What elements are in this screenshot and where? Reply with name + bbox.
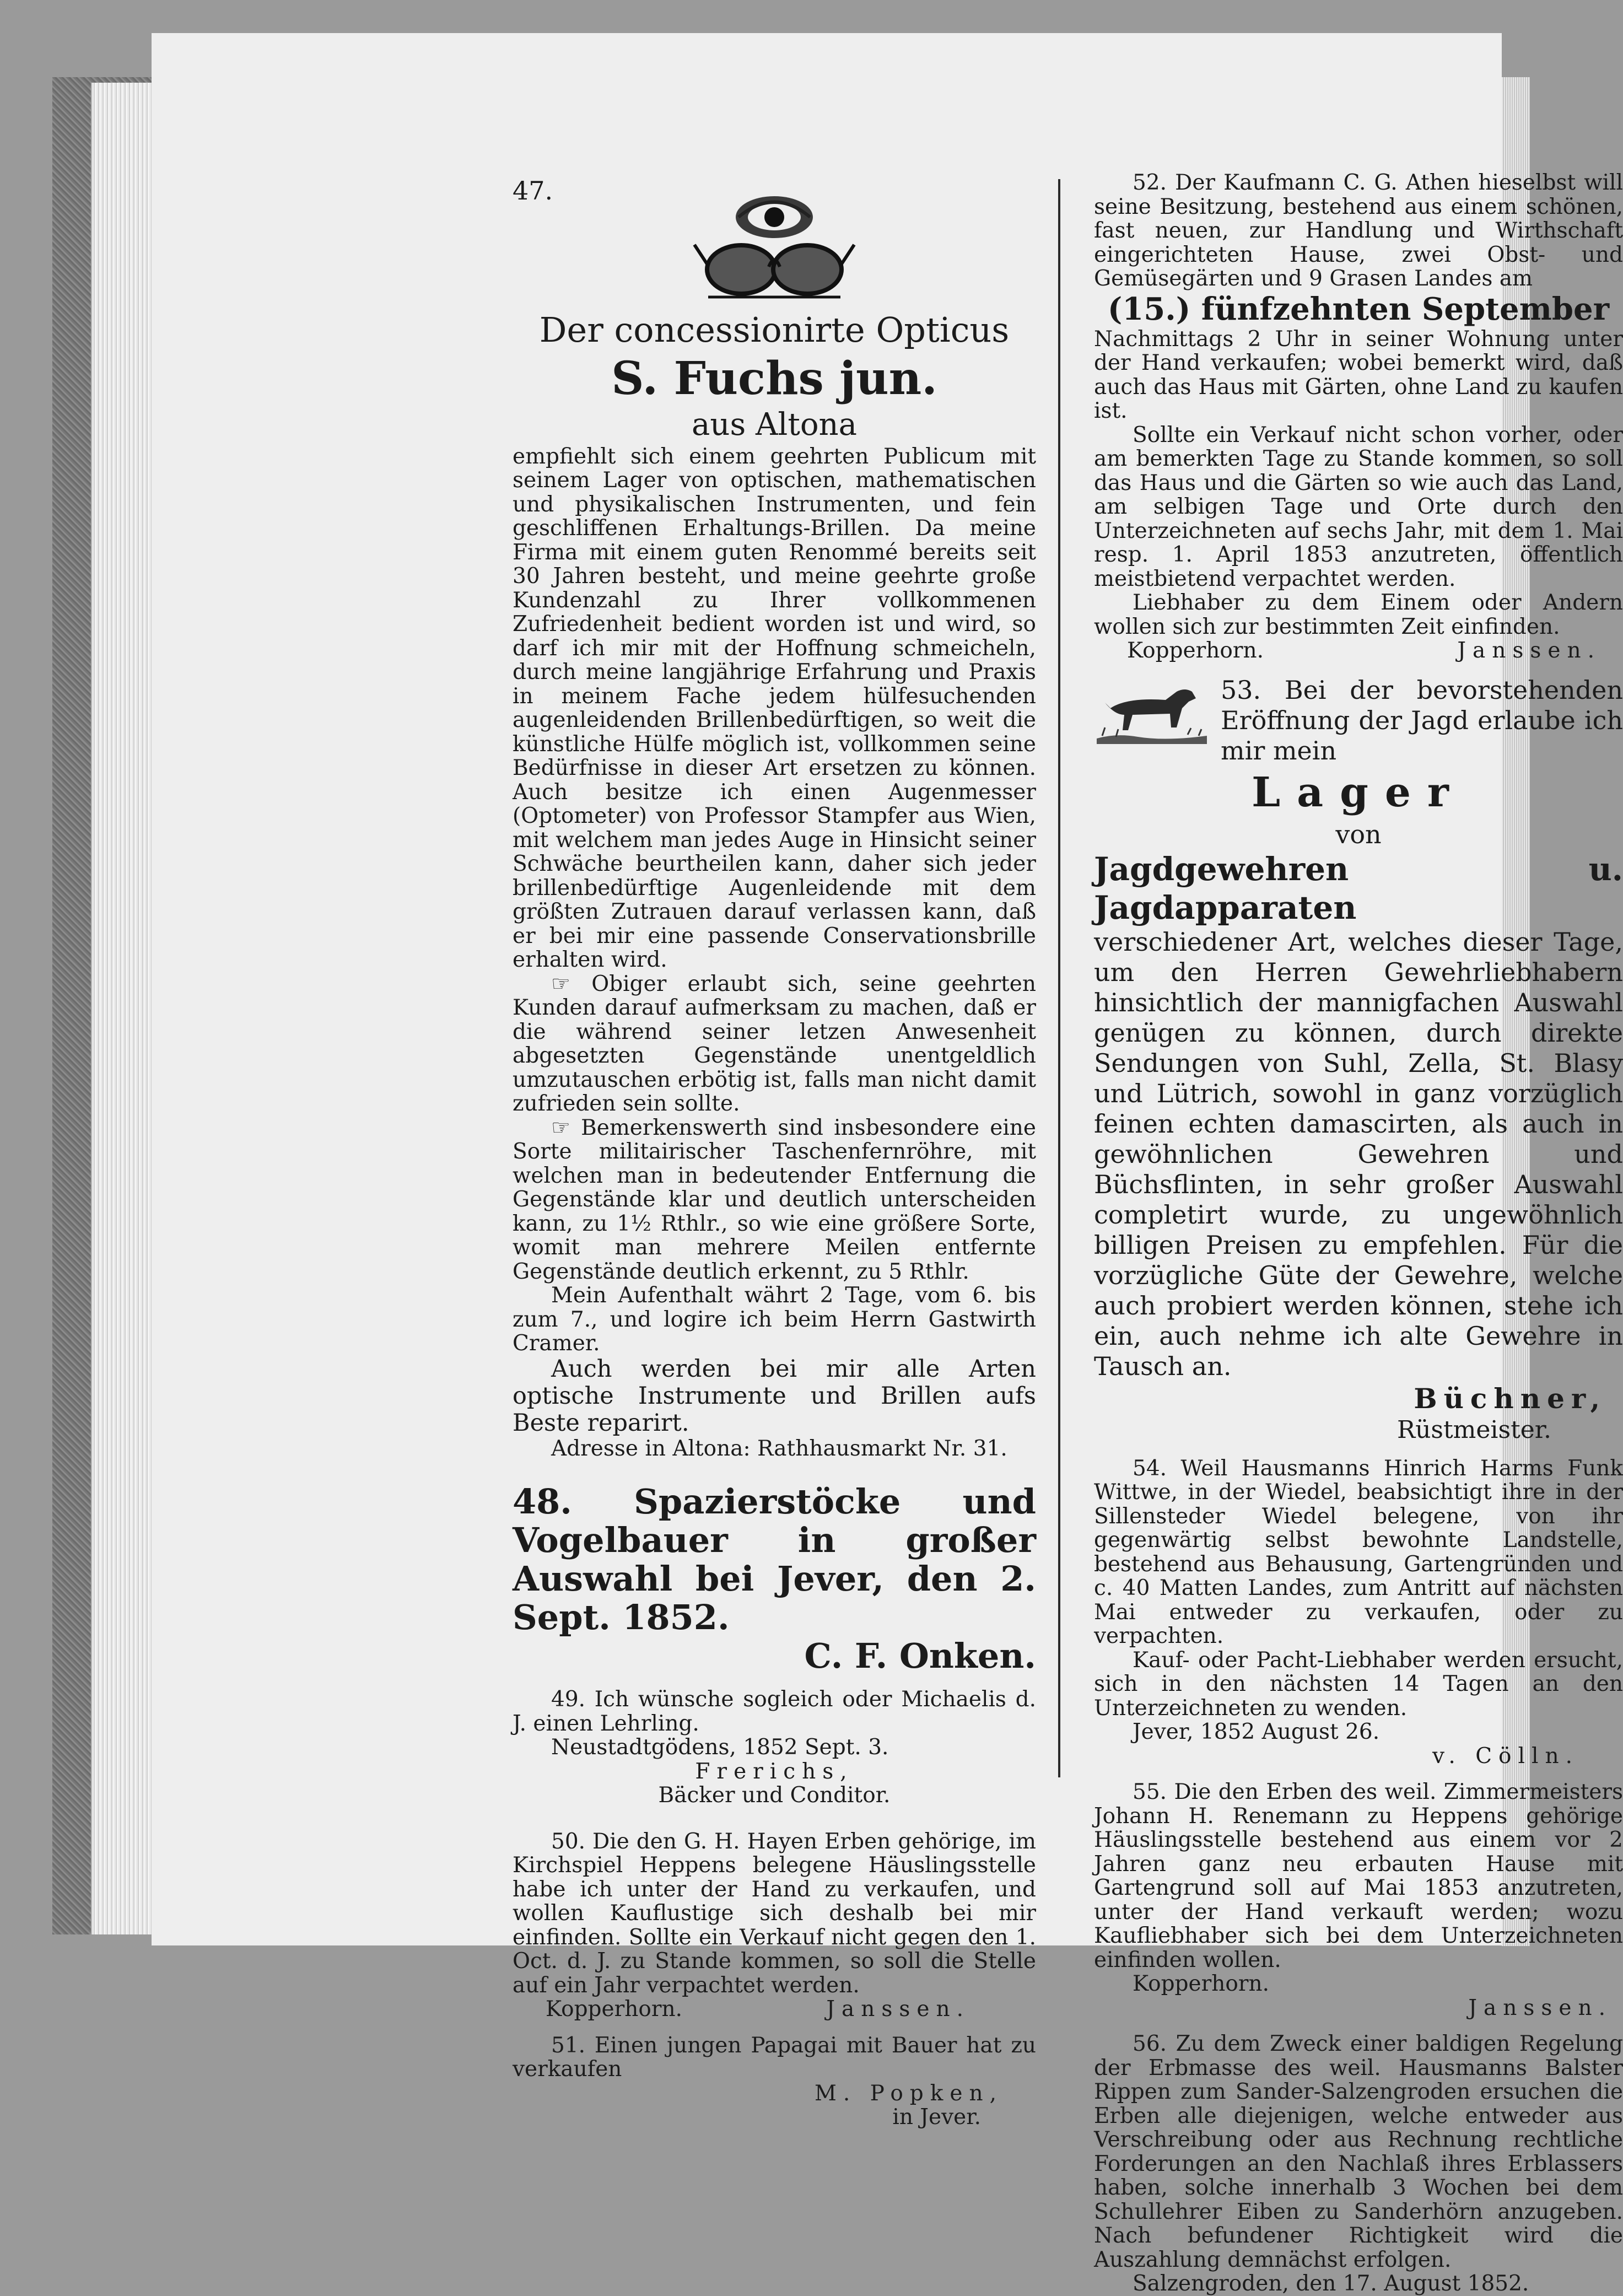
ad-54-place-date: Jever, 1852 August 26.	[1133, 1720, 1380, 1744]
ad-47-paragraph-3: ☞ Bemerkenswerth sind insbesondere eine Sorte militairischer Taschenfernröhre, mit welchen man in bedeutender Entfernung die Gegenstände klar und deutlich unterscheiden kann, zu 1½ Rthlr., so wie eine größere Sorte, womit man mehrere Meilen entfernte Gegenstände deutlich erkennt, zu 5 Rthlr.	[513, 1115, 1036, 1284]
ad-48-signature: C. F. Onken.	[804, 1636, 1036, 1676]
ad-49-profession: Bäcker und Conditor.	[658, 1783, 891, 1808]
ad-53-von: von	[1335, 819, 1382, 849]
ad-47-title-line3: aus Altona	[691, 406, 857, 443]
ad-49-place-date: Neustadtgödens, 1852 Sept. 3.	[551, 1735, 889, 1760]
ad-53-body: verschiedener Art, welches dieser Tage, um den Herren Gewehrliebhabern hinsichtlich der mannigfachen Auswahl genügen zu können, durch direkte Sendungen von Suhl, Zella, St. Blasy und Lütrich, sowohl in ganz vorzüglich feinen echten damascirten, als auch in gewöhnlichen Gewehren und Büchsflinten, in sehr großer Auswahl completirt wurde, zu ungewöhnlich billigen Preisen zu empfehlen. Für die vorzügliche Güte der Gewehre, welche auch probiert werden können, stehe ich ein, auch nehme ich alte Gewehre in Tausch an.	[1094, 926, 1623, 1381]
column-divider	[1058, 179, 1060, 1777]
ad-53-intro: 53. Bei der bevorstehenden Eröffnung der Jagd erlaube ich mir mein	[1221, 675, 1623, 766]
ad-52-name: Janssen.	[1457, 638, 1601, 663]
page-number: 47.	[513, 176, 553, 206]
ad-47-paragraph-2: ☞ Obiger erlaubt sich, seine geehrten Kunden darauf aufmerksam zu machen, daß er die während seiner letzen Anwesenheit abgesetzten Gegenstände unentgeldlich umzutauschen erbötig ist, falls man nicht damit zufrieden sein sollte.	[513, 971, 1036, 1116]
ad-50-name: Janssen.	[826, 1997, 970, 2022]
ad-53-lager: Lager	[1252, 768, 1465, 816]
ad-47-title-line2: S. Fuchs jun.	[611, 352, 937, 405]
ad-56-place-date: Salzengroden, den 17. August 1852.	[1133, 2271, 1529, 2296]
eyeglasses-eye-icon	[692, 187, 857, 303]
ad-52-text-4: Liebhaber zu dem Einem oder Andern wollen sich zur bestimmten Zeit einfinden.	[1094, 590, 1623, 639]
ad-52-text-3: Sollte ein Verkauf nicht schon vorher, oder am bemerkten Tage zu Stande kommen, so soll das Haus und die Gärten so wie auch das Land, am selbigen Tage und Orte durch den Unterzeichneten auf sechs Jahr, mit dem 1. Mai resp. 1. April 1853 anzutreten, öffentlich meistbietend verpachtet werden.	[1094, 422, 1623, 591]
ad-49-name: Frerichs,	[695, 1759, 854, 1784]
ad-48-text: 48. Spazierstöcke und Vogelbauer in großer Auswahl bei Jever, den 2. Sept. 1852.	[513, 1481, 1036, 1637]
ad-47-paragraph-1: empfiehlt sich einem geehrten Publicum mit seinem Lager von optischen, mathematischen und physikalischen Instrumenten, und fein geschliffenen Erhaltungs-Brillen. Da meine Firma mit einem guten Renommé bereits seit 30 Jahren besteht, und meine geehrte große Kundenzahl zu Ihrer vollkommenen Zufriedenheit bedient worden ist und wird, so darf ich mir mit der Hoffnung schmeicheln, durch meine langjährige Erfahrung und Praxis in meinem Fache jedem hülfesuchenden augenleidenden Brillenbedürftigen, so weit die künstliche Hülfe möglich ist, vollkommen seine Bedürfnisse in dieser Art ersetzen zu können. Auch besitze ich einen Augenmesser (Optometer) von Professor Stampfer aus Wien, mit welchem man jedes Auge in Hinsicht seiner Schwäche beurtheilen kann, daher sich jeder brillenbedürftige Augenleidende mit dem größten Zutrauen darauf verlassen kann, daß er bei mir eine passende Conservationsbrille erhalten wird.	[513, 444, 1036, 972]
hunting-dog-icon	[1094, 675, 1210, 747]
ad-52-text: 52. Der Kaufmann C. G. Athen hieselbst will seine Besitzung, bestehend aus einem schönen, fast neuen, zur Handlung und Wirthschaft eingerichteten Hause, zwei Obst- und Gemüsegärten und 9 Grasen Landes am	[1094, 170, 1623, 291]
newspaper-page	[152, 33, 1623, 2296]
ad-55-place: Kopperhorn.	[1133, 1971, 1269, 1996]
ad-51-name: M. Popken,	[814, 2081, 1003, 2106]
ad-52-place: Kopperhorn.	[1127, 638, 1264, 663]
ad-47-paragraph-4: Mein Aufenthalt währt 2 Tage, vom 6. bis zum 7., und logire ich beim Herrn Gastwirth Cramer.	[513, 1283, 1036, 1356]
ad-51-text: 51. Einen jungen Papagai mit Bauer hat zu verkaufen	[513, 2033, 1036, 2082]
ad-56-text: 56. Zu dem Zweck einer baldigen Regelung der Erbmasse des weil. Hausmanns Balster Rippen zum Sander-Salzengroden ersuchen die Erben alle diejenigen, welche entweder aus Verschreibung oder aus Rechnung rechtliche Forderungen an den Nachlaß ihres Erblassers haben, solche innerhalb 3 Wochen bei dem Schullehrer Eiben zu Sanderhörn anzugeben. Nach befundener Richtigkeit wird die Auszahlung demnächst erfolgen.	[1094, 2031, 1623, 2272]
ad-55-name: Janssen.	[1468, 1995, 1612, 2020]
ad-53-name: Büchner,	[1414, 1382, 1606, 1415]
ad-49-text: 49. Ich wünsche sogleich oder Michaelis d. J. einen Lehrling.	[513, 1687, 1036, 1736]
ad-50-place: Kopperhorn.	[546, 1997, 682, 2022]
ad-54-name: v. Cölln.	[1432, 1743, 1579, 1769]
ad-52-text-2: Nachmittags 2 Uhr in seiner Wohnung unter der Hand verkaufen; wobei bemerkt wird, daß auch das Haus mit Gärten, ohne Land zu kaufen ist.	[1094, 326, 1623, 423]
right-column	[1094, 171, 1623, 2296]
ad-54-text-2: Kauf- oder Pacht-Liebhaber werden ersucht, sich in den nächsten 14 Tagen an den Unterzeichneten zu wenden.	[1094, 1647, 1623, 1721]
ad-50-text: 50. Die den G. H. Hayen Erben gehörige, im Kirchspiel Heppens belegene Häuslingsstelle habe ich unter der Hand zu verkaufen, und wollen Kauflustige sich deshalb bei mir einfinden. Sollte ein Verkauf nicht gegen den 1. Oct. d. J. zu Stande kommen, so soll die Stelle auf ein Jahr verpachtet werden.	[513, 1829, 1036, 1998]
left-column	[513, 176, 1036, 2130]
ad-54-text: 54. Weil Hausmanns Hinrich Harms Funk Wittwe, in der Wiedel, beabsichtigt ihre in der Sillensteder Wiedel belegene, von ihr gegenwärtig selbst bewohnte Landstelle, bestehend aus Behausung, Gartengründen und c. 40 Matten Landes, zum Antritt auf nächsten Mai entweder zu verkaufen, oder zu verpachten.	[1094, 1456, 1623, 1648]
ad-47-address: Adresse in Altona: Rathhausmarkt Nr. 31.	[551, 1436, 1007, 1461]
ad-53-heading: Jagdgewehren u. Jagdapparaten	[1094, 850, 1623, 926]
ad-51-place: in Jever.	[892, 2105, 981, 2130]
page-edges-left	[91, 83, 153, 1934]
ad-52-date-heading: (15.) fünfzehnten September	[1107, 290, 1610, 327]
ad-47-title-line1: Der concessionirte Opticus	[539, 309, 1010, 350]
ad-53-profession: Rüstmeister.	[1396, 1415, 1551, 1444]
ad-55-text: 55. Die den Erben des weil. Zimmermeisters Johann H. Renemann zu Heppens gehörige Häuslingsstelle bestehend aus einem vor 2 Jahren ganz neu erbauten Hause mit Gartengrund soll auf Mai 1853 anzutreten, unter der Hand verkauft werden; wozu Kaufliebhaber sich bei dem Unterzeichneten einfinden wollen.	[1094, 1780, 1623, 1972]
ad-47-paragraph-5: Auch werden bei mir alle Arten optische Instrumente und Brillen aufs Beste reparirt.	[513, 1355, 1036, 1437]
